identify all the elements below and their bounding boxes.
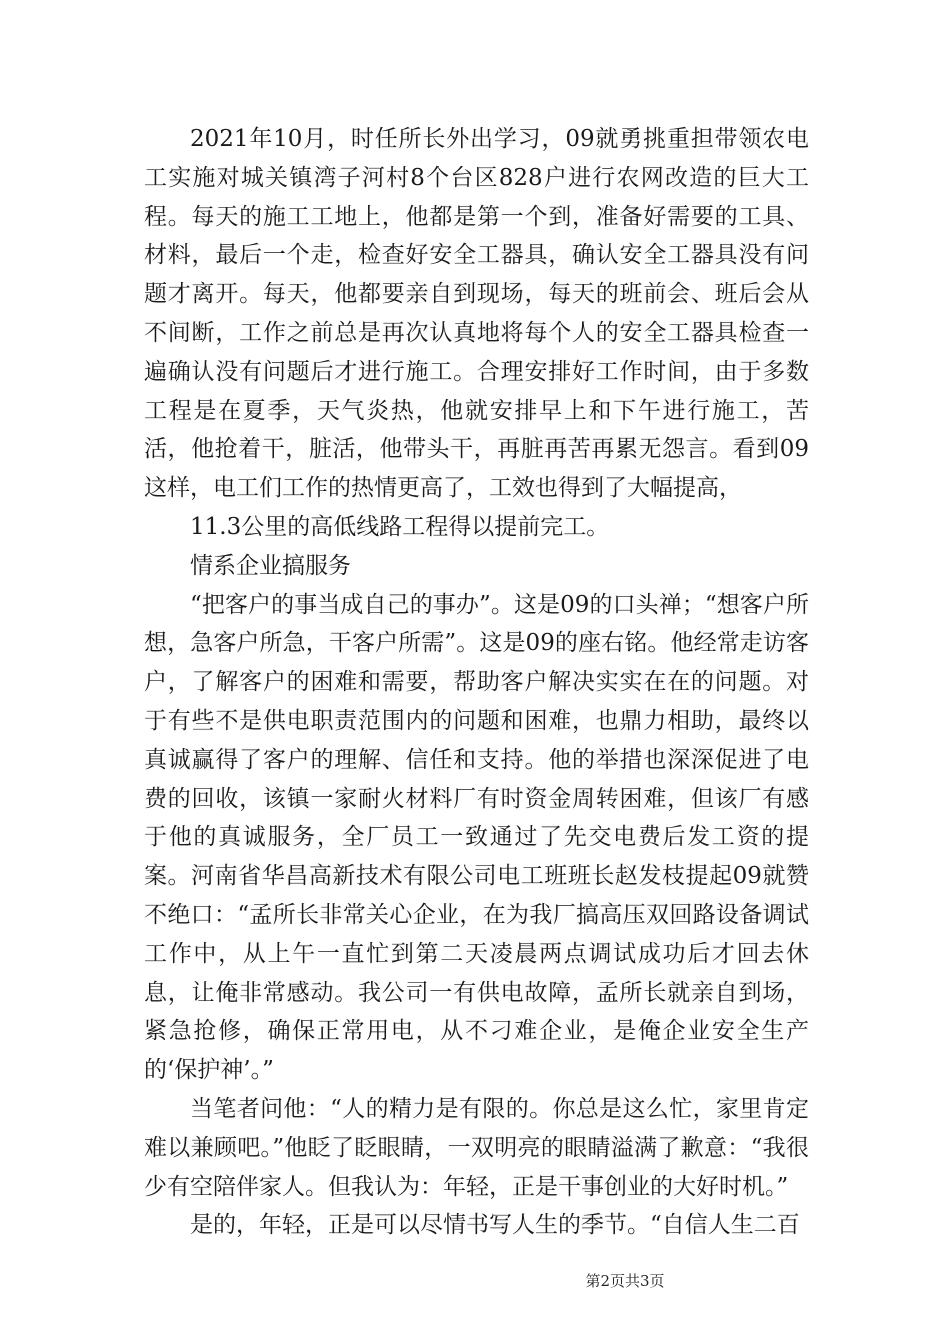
- paragraph-4: 当笔者问他：“人的精力是有限的。你总是这么忙，家里肯定难以兼顾吧。”他眨了眨眼睛，一双明亮的眼睛溢满了歉意：“我很少有空陪伴家人。但我认为：年轻，正是干事创业的大好时机。”: [144, 1095, 809, 1200]
- paragraph-2: 11.3公里的高低线路工程得以提前完工。: [190, 513, 610, 540]
- section-heading: 情系企业搞服务: [190, 552, 351, 579]
- page-number: 第2页共3页: [585, 1272, 665, 1290]
- body-text: [144, 120, 809, 1245]
- paragraph-1: 2021年10月，时任所长外出学习，09就勇挑重担带领农电工实施对城关镇湾子河村8个台区828户进行农网改造的巨大工程。每天的施工工地上，他都是第一个到，准备好需要的工具、材料，最后一个走，检查好安全工器具，确认安全工器具没有问题才离开。每天，他都要亲自到现场，每天的班前会、班后会从不间断，工作之前总是再次认真地将每个人的安全工器具检查一遍确认没有问题后才进行施工。合理安排好工作时间，由于多数工程是在夏季，天气炎热，他就安排早上和下午进行施工，苦活，他抢着干，脏活，他带头干，再脏再苦再累无怨言。看到09这样，电工们工作的热情更高了，工效也得到了大幅提高，: [144, 126, 809, 502]
- paragraph-3: “把客户的事当成自己的事办”。这是09的口头禅；“想客户所想，急客户所急，干客户所需”。这是09的座右铭。他经常走访客户，了解客户的困难和需要，帮助客户解决实实在在的问题。对于有些不是供电职责范围内的问题和困难，也鼎力相助，最终以真诚赢得了客户的理解、信任和支持。他的举措也深深促进了电费的回收，该镇一家耐火材料厂有时资金周转困难，但该厂有感于他的真诚服务，全厂员工一致通过了先交电费后发工资的提案。河南省华昌高新技术有限公司电工班班长赵发枝提起09就赞不绝口：“孟所长非常关心企业，在为我厂搞高压双回路设备调试工作中，从上午一直忙到第二天凌晨两点调试成功后才回去休息，让俺非常感动。我公司一有供电故障，孟所长就亲自到场，紧急抢修，确保正常用电，从不刁难企业，是俺企业安全生产的‘保护神’。”: [144, 591, 809, 1084]
- paragraph-5: 是的，年轻，正是可以尽情书写人生的季节。“自信人生二百: [190, 1212, 800, 1239]
